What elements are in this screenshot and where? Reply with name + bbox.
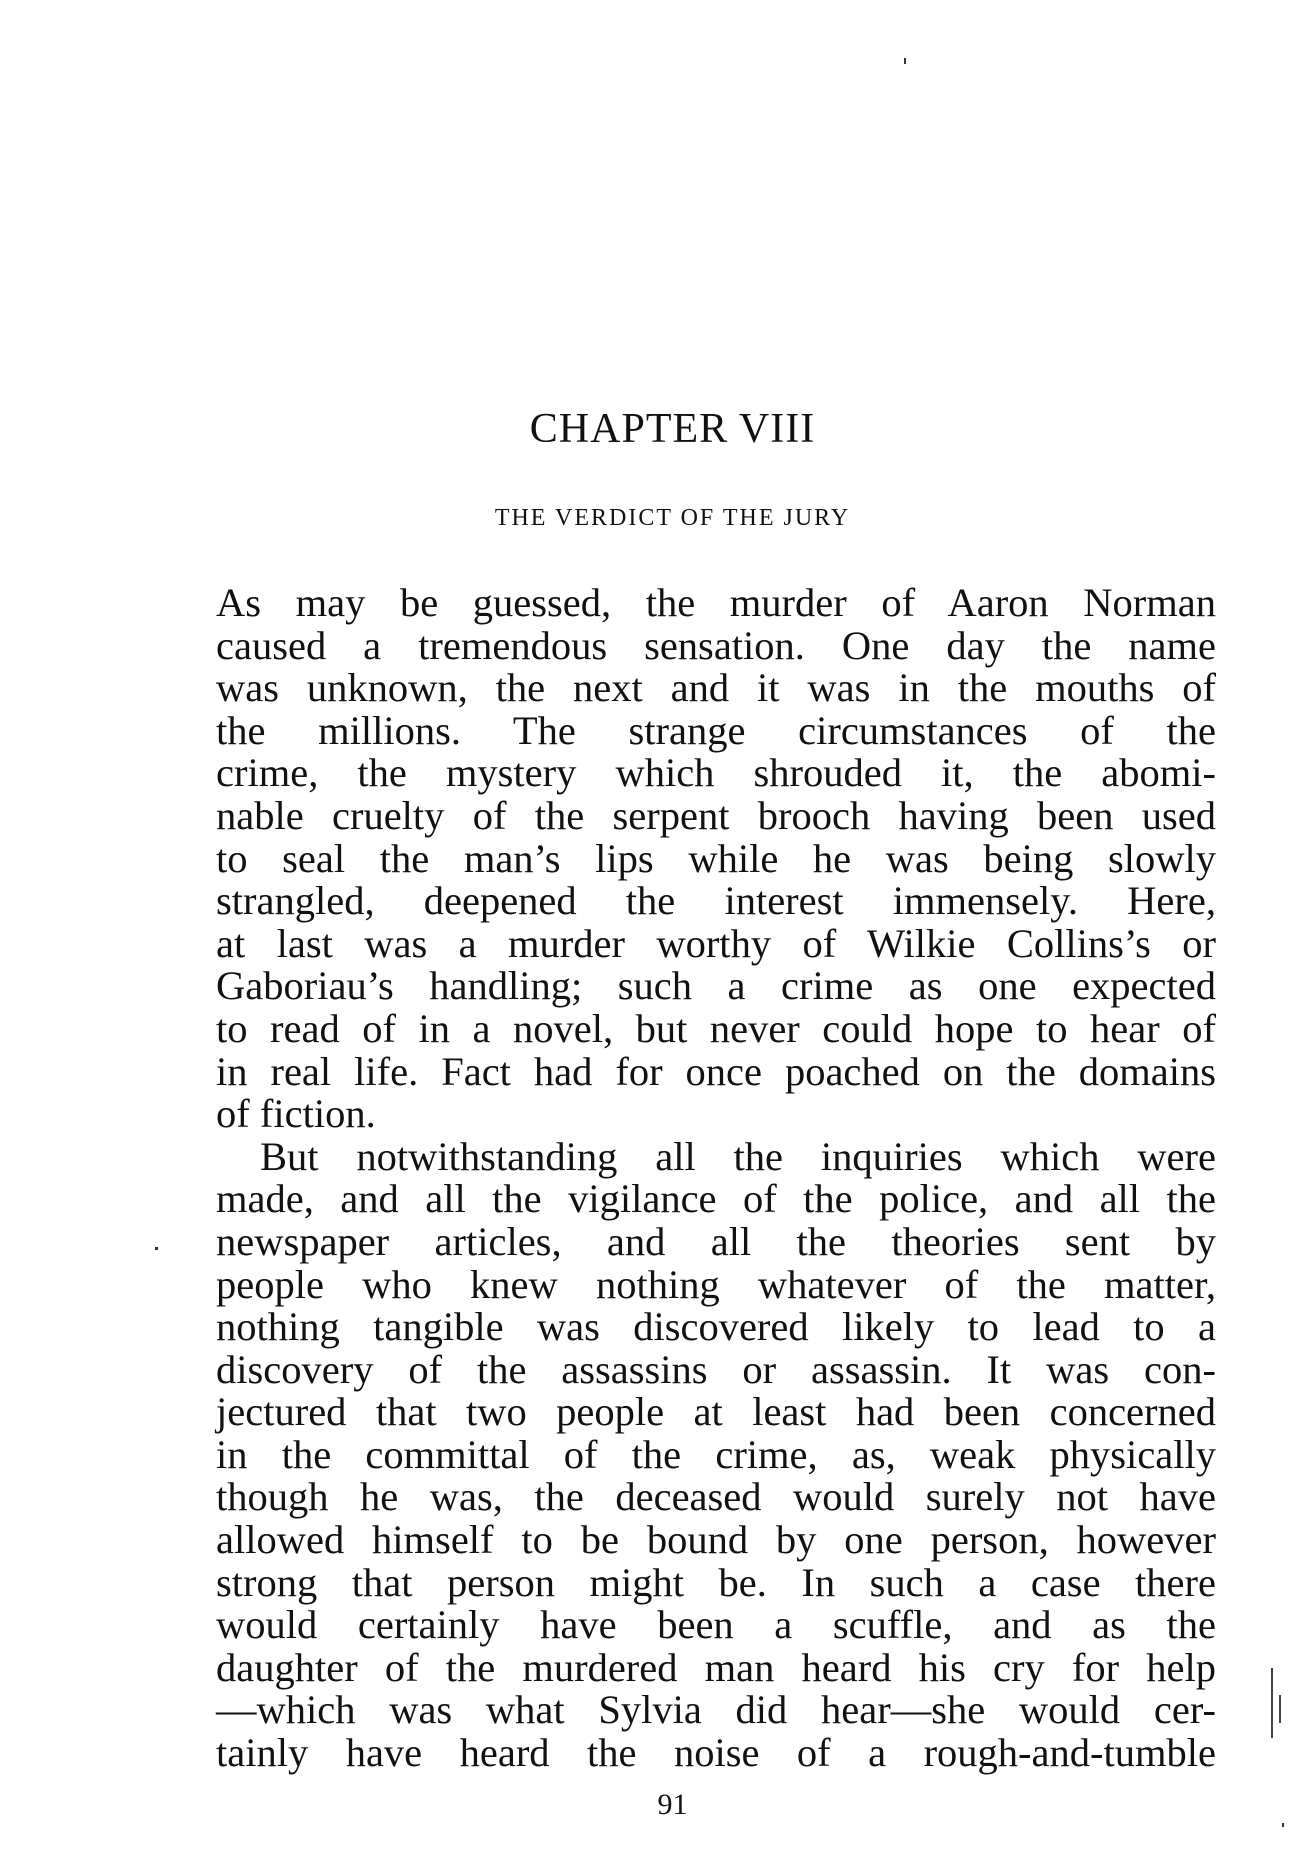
text-line: was unknown, the next and it was in the mouths of xyxy=(216,665,1216,711)
text-line: strong that person might be. In such a case there xyxy=(216,1559,1216,1605)
text-line: made, and all the vigilance of the police, and all the xyxy=(216,1176,1216,1222)
chapter-heading: CHAPTER VIII xyxy=(529,406,816,452)
text-line: daughter of the murdered man heard his cry for help xyxy=(216,1644,1216,1690)
text-line: the millions. The strange circumstances of the xyxy=(216,707,1216,753)
text-line: caused a tremendous sensation. One day the name xyxy=(216,622,1216,668)
chapter-subtitle: THE VERDICT OF THE JURY xyxy=(494,505,851,531)
text-line: to read of in a novel, but never could hope to hear of xyxy=(216,1005,1216,1051)
text-line: of fiction. xyxy=(216,1091,376,1137)
text-line: jectured that two people at least had been concerned xyxy=(216,1389,1216,1435)
text-line: tainly have heard the noise of a rough-and-tumble xyxy=(216,1730,1216,1776)
paragraph-1 xyxy=(216,582,1216,1136)
text-line: to seal the man’s lips while he was being slowly xyxy=(216,835,1216,881)
text-line: As may be guessed, the murder of Aaron Norman xyxy=(216,580,1216,625)
scan-margin-mark xyxy=(1271,1668,1273,1738)
text-line: allowed himself to be bound by one person, however xyxy=(216,1517,1216,1563)
text-line: strangled, deepened the interest immensely. Here, xyxy=(216,878,1216,924)
text-line: nothing tangible was discovered likely to lead to a xyxy=(216,1304,1216,1350)
scan-speck xyxy=(904,58,906,64)
scan-margin-mark xyxy=(1279,1695,1281,1723)
scan-speck xyxy=(1282,1823,1284,1827)
text-line: in the committal of the crime, as, weak physically xyxy=(216,1431,1216,1477)
text-line: —which was what Sylvia did hear—she would cer- xyxy=(216,1687,1216,1733)
text-line: would certainly have been a scuffle, and as the xyxy=(216,1602,1216,1648)
text-line: in real life. Fact had for once poached on the domains xyxy=(216,1048,1216,1094)
text-line: though he was, the deceased would surely not have xyxy=(216,1474,1216,1520)
text-line: nable cruelty of the serpent brooch having been used xyxy=(216,792,1216,838)
text-line: newspaper articles, and all the theories sent by xyxy=(216,1218,1216,1264)
text-line: crime, the mystery which shrouded it, the abomi- xyxy=(216,750,1216,796)
text-line: Gaboriau’s handling; such a crime as one expected xyxy=(216,963,1216,1009)
body-text xyxy=(216,582,1216,1775)
paragraph-2 xyxy=(216,1133,1216,1776)
text-line: at last was a murder worthy of Wilkie Collins’s or xyxy=(216,920,1216,966)
text-line: discovery of the assassins or assassin. It was con- xyxy=(216,1346,1216,1392)
text-line: But notwithstanding all the inquiries which were xyxy=(260,1133,1216,1179)
scan-speck xyxy=(155,1247,158,1250)
text-line: people who knew nothing whatever of the matter, xyxy=(216,1261,1216,1307)
page-number: 91 xyxy=(657,1788,688,1821)
